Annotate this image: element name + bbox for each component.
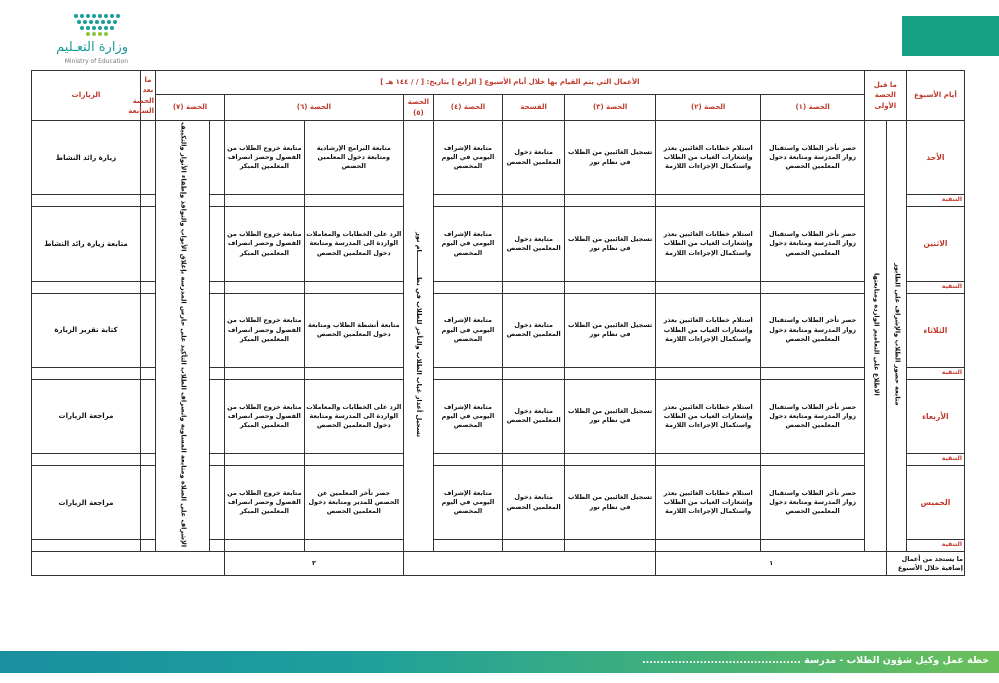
- task-cell: متابعة دخول المعلمين الحصص: [502, 379, 564, 453]
- days-header: أيام الأسبوع: [906, 71, 964, 121]
- table-title: الأعمال التي يتم القيام بها خلال أيام الأسبوع [ الرابع ] بتاريخ: [ / / ١٤٤ هـ ]: [156, 71, 865, 95]
- footer-strip: [0, 673, 999, 683]
- task-cell: متابعة الإشراف اليومي في اليوم المخصص: [433, 379, 502, 453]
- empty-cell: [209, 379, 224, 453]
- empty-cell: [433, 454, 502, 466]
- day-cell: الأحد: [906, 121, 964, 195]
- task-cell: حصر تأخر المعلمين عن الحصص للمدير ومتابعة دخول المعلمين الحصص: [304, 466, 403, 540]
- task-cell: تسجيل الغائبين من الطلاب في نظام نور: [565, 207, 655, 281]
- task-cell: استلام خطابات الغائبين بعذر وإشعارات الغياب من الطلاب واستكمال الإجراءات اللازمة: [655, 466, 761, 540]
- empty-cell: [32, 367, 141, 379]
- empty-cell: [140, 281, 155, 293]
- logo-dots-icon: [68, 12, 128, 38]
- period-header: الحصة (٤): [433, 95, 502, 121]
- empty-cell: [140, 207, 155, 281]
- task-cell: متابعة دخول المعلمين الحصص: [502, 293, 564, 367]
- empty-cell: [225, 195, 305, 207]
- period-header: الحصة (٥): [403, 95, 433, 121]
- before-first-text-2: الاطلاع على التعاميم الواردة ومتابعتها: [872, 273, 881, 396]
- footer-num-2: ٢: [225, 552, 404, 576]
- task-cell: متابعة خروج الطلاب من الفصول وحصر انصراف المعلمين المبكر: [225, 293, 305, 367]
- day-cell: الاثنين: [906, 207, 964, 281]
- empty-cell: [225, 281, 305, 293]
- empty-cell: [761, 367, 864, 379]
- tanqiya-label: التنقية: [906, 540, 964, 552]
- ministry-name-ar: وزارة التعـليم: [56, 40, 128, 55]
- empty-cell: [209, 540, 224, 552]
- empty-cell: [433, 195, 502, 207]
- empty-cell: [565, 195, 655, 207]
- task-cell: تسجيل الغائبين من الطلاب في نظام نور: [565, 466, 655, 540]
- visit-cell: متابعة زيارة رائد النشاط: [32, 207, 141, 281]
- empty-cell: [761, 281, 864, 293]
- ministry-name-en: Ministry of Education: [64, 58, 128, 65]
- empty-cell: [761, 540, 864, 552]
- empty-cell: [655, 195, 761, 207]
- empty-cell: [140, 540, 155, 552]
- empty-cell: [209, 207, 224, 281]
- task-cell: حصر تأخر الطلاب واستقبال زوار المدرسة ومتابعة دخول المعلمين الحصص: [761, 466, 864, 540]
- before-first-merged-2: [864, 121, 887, 552]
- task-cell: متابعة الإشراف اليومي في اليوم المخصص: [433, 293, 502, 367]
- empty-cell: [433, 540, 502, 552]
- empty-cell: [140, 379, 155, 453]
- day-cell: الأربعاء: [906, 379, 964, 453]
- empty-cell: [565, 454, 655, 466]
- task-cell: متابعة الإشراف اليومي في اليوم المخصص: [433, 466, 502, 540]
- empty-cell: [225, 367, 305, 379]
- day-cell: الثلاثاء: [906, 293, 964, 367]
- empty-cell: [140, 195, 155, 207]
- footer-empty: [403, 552, 655, 576]
- after-seventh-merged: [156, 121, 210, 552]
- period-header: الحصة (٣): [565, 95, 655, 121]
- empty-cell: [209, 281, 224, 293]
- task-cell: حصر تأخر الطلاب واستقبال زوار المدرسة ومتابعة دخول المعلمين الحصص: [761, 121, 864, 195]
- empty-cell: [209, 466, 224, 540]
- task-cell: متابعة البرامج الإرشادية ومتابعة دخول المعلمين الحصص: [304, 121, 403, 195]
- task-cell: متابعة دخول المعلمين الحصص: [502, 207, 564, 281]
- after-seventh-header: ما بعد الحصة السابعة: [140, 71, 155, 121]
- visit-cell: مراجعة الزيارات: [32, 466, 141, 540]
- tanqiya-label: التنقية: [906, 454, 964, 466]
- day-cell: الخميس: [906, 466, 964, 540]
- empty-cell: [655, 540, 761, 552]
- empty-cell: [32, 454, 141, 466]
- period-header: الحصة (٧): [156, 95, 225, 121]
- empty-cell: [502, 454, 564, 466]
- empty-cell: [304, 540, 403, 552]
- footer-empty: [32, 552, 225, 576]
- task-cell: حصر تأخر الطلاب واستقبال زوار المدرسة ومتابعة دخول المعلمين الحصص: [761, 293, 864, 367]
- empty-cell: [140, 121, 155, 195]
- task-cell: استلام خطابات الغائبين بعذر وإشعارات الغياب من الطلاب واستكمال الإجراءات اللازمة: [655, 207, 761, 281]
- empty-cell: [433, 367, 502, 379]
- before-first-merged: [887, 121, 906, 552]
- period-header: الفسحة: [502, 95, 564, 121]
- page-footer-bar: [0, 651, 999, 673]
- task-cell: الرد على الخطابات والمعاملات الواردة الى المدرسة ومتابعة دخول المعلمين الحصص: [304, 207, 403, 281]
- task-cell: حصر تأخر الطلاب واستقبال زوار المدرسة ومتابعة دخول المعلمين الحصص: [761, 207, 864, 281]
- task-cell: حصر تأخر الطلاب واستقبال زوار المدرسة ومتابعة دخول المعلمين الحصص: [761, 379, 864, 453]
- empty-cell: [655, 281, 761, 293]
- period-header: الحصة (١): [761, 95, 864, 121]
- tanqiya-label: التنقية: [906, 281, 964, 293]
- visits-header: الزيارات: [32, 71, 141, 121]
- period-header: الحصة (٢): [655, 95, 761, 121]
- empty-cell: [140, 293, 155, 367]
- after-seventh-text: الإشراف على الصلاة ومتابعة المساوية وانصراف الطلاب التأكيد على حارس المدرسة بإغلاق الأبواب والنوافذ وإطفاء الأنوار والتكييف: [179, 122, 188, 548]
- extra-work-label: ما يستجد من أعمال إضافية خلال الأسبوع: [887, 552, 965, 576]
- empty-cell: [32, 195, 141, 207]
- empty-cell: [209, 195, 224, 207]
- period4-merged: [403, 121, 433, 552]
- empty-cell: [140, 367, 155, 379]
- period4-text: تسجيل أعذار غياب الطلاب والتأخر للطلاب في نظـــــــــــام نور: [415, 232, 424, 438]
- task-cell: متابعة دخول المعلمين الحصص: [502, 466, 564, 540]
- task-cell: متابعة الإشراف اليومي في اليوم المخصص: [433, 121, 502, 195]
- empty-cell: [32, 281, 141, 293]
- empty-cell: [655, 454, 761, 466]
- task-cell: الرد على الخطابات والمعاملات الواردة الى المدرسة ومتابعة دخول المعلمين الحصص: [304, 379, 403, 453]
- tanqiya-label: التنقية: [906, 367, 964, 379]
- task-cell: استلام خطابات الغائبين بعذر وإشعارات الغياب من الطلاب واستكمال الإجراءات اللازمة: [655, 121, 761, 195]
- empty-cell: [502, 540, 564, 552]
- empty-cell: [304, 281, 403, 293]
- task-cell: متابعة خروج الطلاب من الفصول وحصر انصراف المعلمين المبكر: [225, 207, 305, 281]
- empty-cell: [761, 195, 864, 207]
- task-cell: متابعة الإشراف اليومي في اليوم المخصص: [433, 207, 502, 281]
- visit-cell: زيارة رائد النشاط: [32, 121, 141, 195]
- empty-cell: [225, 454, 305, 466]
- empty-cell: [140, 466, 155, 540]
- empty-cell: [209, 121, 224, 195]
- tanqiya-label: التنقية: [906, 195, 964, 207]
- task-cell: متابعة أنشطة الطلاب ومتابعة دخول المعلمين الحصص: [304, 293, 403, 367]
- task-cell: استلام خطابات الغائبين بعذر وإشعارات الغياب من الطلاب واستكمال الإجراءات اللازمة: [655, 379, 761, 453]
- task-cell: تسجيل الغائبين من الطلاب في نظام نور: [565, 379, 655, 453]
- task-cell: متابعة خروج الطلاب من الفصول وحصر انصراف المعلمين المبكر: [225, 121, 305, 195]
- empty-cell: [502, 195, 564, 207]
- empty-cell: [565, 281, 655, 293]
- ministry-logo: [40, 12, 130, 64]
- empty-cell: [761, 454, 864, 466]
- empty-cell: [304, 367, 403, 379]
- task-cell: استلام خطابات الغائبين بعذر وإشعارات الغياب من الطلاب واستكمال الإجراءات اللازمة: [655, 293, 761, 367]
- empty-cell: [304, 195, 403, 207]
- empty-cell: [140, 454, 155, 466]
- empty-cell: [209, 454, 224, 466]
- empty-cell: [565, 540, 655, 552]
- task-cell: تسجيل الغائبين من الطلاب في نظام نور: [565, 121, 655, 195]
- period-header: الحصة (٦): [225, 95, 404, 121]
- empty-cell: [502, 367, 564, 379]
- empty-cell: [565, 367, 655, 379]
- footer-text: خطة عمل وكيل شؤون الطلاب - مدرسة ............................................: [642, 655, 989, 666]
- empty-cell: [433, 281, 502, 293]
- empty-cell: [655, 367, 761, 379]
- before-first-text: متابعة حضور الطلاب والإشراف على الطابور: [893, 263, 902, 406]
- weekly-plan-table: [31, 70, 965, 572]
- task-cell: متابعة خروج الطلاب من الفصول وحصر انصراف المعلمين المبكر: [225, 466, 305, 540]
- task-cell: متابعة خروج الطلاب من الفصول وحصر انصراف المعلمين المبكر: [225, 379, 305, 453]
- task-cell: تسجيل الغائبين من الطلاب في نظام نور: [565, 293, 655, 367]
- header-green-block: [902, 16, 999, 56]
- empty-cell: [209, 293, 224, 367]
- footer-num-1: ١: [655, 552, 887, 576]
- empty-cell: [209, 367, 224, 379]
- empty-cell: [225, 540, 305, 552]
- visit-cell: مراجعة الزيارات: [32, 379, 141, 453]
- before-first-header: ما قبل الحصة الأولى: [864, 71, 906, 121]
- empty-cell: [502, 281, 564, 293]
- empty-cell: [304, 454, 403, 466]
- visit-cell: كتابة تقرير الزيارة: [32, 293, 141, 367]
- task-cell: متابعة دخول المعلمين الحصص: [502, 121, 564, 195]
- empty-cell: [32, 540, 141, 552]
